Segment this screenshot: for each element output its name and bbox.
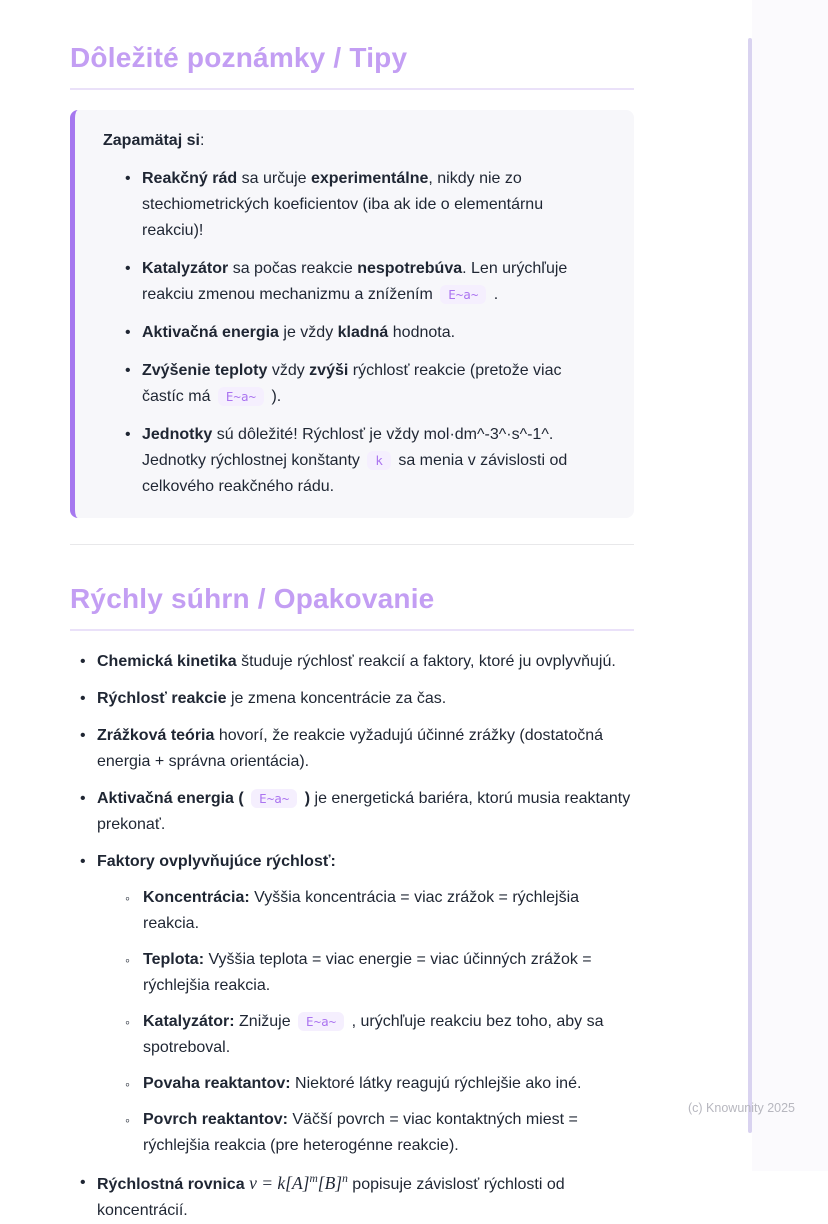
emphasis-text: nespotrebúva: [357, 260, 463, 277]
callout-title: [103, 128, 606, 154]
list-item: • Aktivačná energia ( E~a~ ) je energetická bariéra, ktorú musia reaktanty prekonať.: [80, 786, 634, 838]
section-title-summary: Rýchly súhrn / Opakovanie: [70, 583, 634, 631]
list-item: • Zrážková teória hovorí, že reakcie vyžadujú účinné zrážky (dostatočná energia + správna orientácia).: [80, 723, 634, 775]
sub-list-item: ◦ Teplota: Vyššia teplota = viac energie = viac účinných zrážok = rýchlejšia reakcia.: [125, 947, 634, 999]
emphasis-text: Zvýšenie teploty: [142, 362, 268, 379]
callout-title-suffix: :: [199, 132, 205, 149]
emphasis-text: Jednotky: [142, 426, 213, 443]
emphasis-text: ): [300, 790, 311, 807]
list-item: • Reakčný rád sa určuje experimentálne, nikdy nie zo stechiometrických koeficientov (iba ak ide o elementárnu reakciu)!: [125, 166, 606, 244]
document-content: [70, 0, 634, 1224]
emphasis-text: kladná: [337, 324, 389, 341]
list-item: • Chemická kinetika študuje rýchlosť reakcií a faktory, ktoré ju ovplyvňujú.: [80, 649, 634, 675]
summary-list: [70, 649, 634, 1224]
right-gutter: [752, 0, 828, 1171]
list-item: • Zvýšenie teploty vždy zvýši rýchlosť reakcie (pretože viac častíc má E~a~ ).: [125, 358, 606, 410]
scrollbar-thumb[interactable]: [748, 38, 752, 1133]
section-divider: [70, 544, 634, 545]
callout-box: [70, 110, 634, 518]
callout-list: [103, 166, 606, 500]
list-item: • Katalyzátor sa počas reakcie nespotrebúva. Len urýchľuje reakciu zmenou mechanizmu a znížením E~a~ .: [125, 256, 606, 308]
emphasis-text: Povaha reaktantov:: [143, 1075, 291, 1092]
emphasis-text: Katalyzátor: [142, 260, 229, 277]
inline-code-chip: E~a~: [298, 1012, 344, 1031]
section-title-notes: Dôležité poznámky / Tipy: [70, 42, 634, 90]
list-item: • Rýchlosť reakcie je zmena koncentrácie za čas.: [80, 686, 634, 712]
callout-title-bold: Zapamätaj si: [103, 132, 200, 149]
emphasis-text: Faktory ovplyvňujúce rýchlosť:: [97, 853, 336, 870]
math-superscript: n: [342, 1173, 348, 1186]
sub-list-item: ◦ Katalyzátor: Znižuje E~a~ , urýchľuje reakciu bez toho, aby sa spotreboval.: [125, 1009, 634, 1061]
sub-list-item: ◦ Povaha reaktantov: Niektoré látky reagujú rýchlejšie ako iné.: [125, 1071, 634, 1097]
emphasis-text: Chemická kinetika: [97, 653, 237, 670]
emphasis-text: Teplota:: [143, 951, 205, 968]
emphasis-text: Rýchlosť reakcie: [97, 690, 227, 707]
emphasis-text: Rýchlostná rovnica: [97, 1176, 245, 1193]
list-item: [80, 849, 634, 1159]
emphasis-text: zvýši: [309, 362, 349, 379]
list-item: • Aktivačná energia je vždy kladná hodnota.: [125, 320, 606, 346]
emphasis-text: Povrch reaktantov:: [143, 1111, 288, 1128]
emphasis-text: Katalyzátor:: [143, 1013, 235, 1030]
sub-list-item: ◦ Koncentrácia: Vyššia koncentrácia = viac zrážok = rýchlejšia reakcia.: [125, 885, 634, 937]
emphasis-text: experimentálne: [310, 170, 429, 187]
inline-code-chip: E~a~: [218, 387, 264, 406]
emphasis-text: Reakčný rád: [142, 170, 238, 187]
emphasis-text: Zrážková teória: [97, 727, 215, 744]
emphasis-text: Aktivačná energia (: [97, 790, 249, 807]
emphasis-text: Koncentrácia:: [143, 889, 250, 906]
inline-code-chip: k: [367, 451, 391, 470]
inline-code-chip: E~a~: [251, 789, 297, 808]
list-item: • Rýchlostná rovnica $v = k[A]^m[B]^n$ popisuje závislosť rýchlosti od koncentrácií.: [80, 1170, 634, 1224]
copyright-footer: (c) Knowunity 2025: [688, 1101, 796, 1115]
emphasis-text: Aktivačná energia: [142, 324, 279, 341]
sub-list: [97, 885, 634, 1159]
inline-code-chip: E~a~: [440, 285, 486, 304]
math-superscript: m: [309, 1173, 318, 1186]
list-item: • Jednotky sú dôležité! Rýchlosť je vždy mol·dm^-3^·s^-1^. Jednotky rýchlostnej konštanty k sa menia v závislosti od celkového reakčného rádu.: [125, 422, 606, 500]
sub-list-item: ◦ Povrch reaktantov: Väčší povrch = viac kontaktných miest = rýchlejšia reakcia (pre heterogénne reakcie).: [125, 1107, 634, 1159]
math-formula: $v = k[A]^m[B]^n$: [249, 1173, 348, 1193]
